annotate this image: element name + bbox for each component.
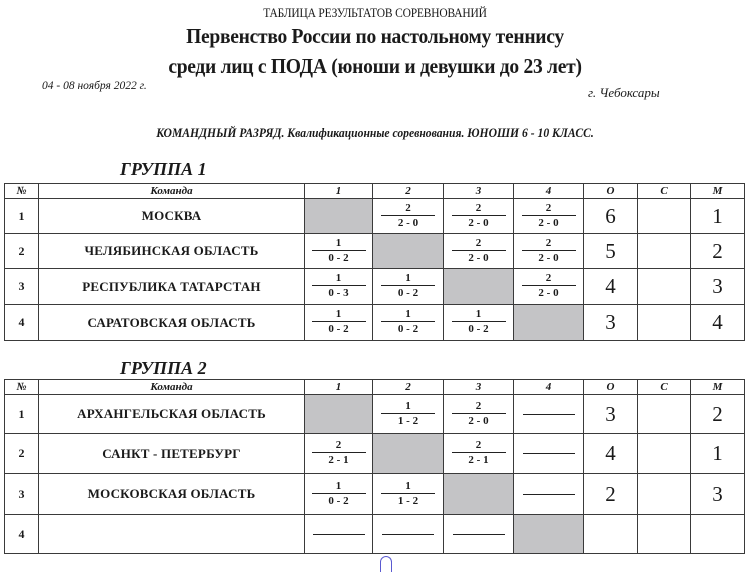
pen-mark: [380, 556, 392, 572]
team-name: МОСКОВСКАЯ ОБЛАСТЬ: [39, 474, 305, 515]
match-result: [381, 202, 435, 230]
column-header-c1: 1: [305, 184, 373, 199]
row-number: 4: [5, 305, 39, 341]
match-points: 1: [312, 237, 366, 251]
dash-line: [523, 453, 575, 454]
match-points: 2: [452, 400, 506, 414]
match-points: 2: [312, 439, 366, 453]
match-score: 0 - 2: [328, 251, 349, 264]
table-row: [5, 199, 745, 234]
column-header-place: М: [691, 184, 745, 199]
match-score: 1 - 2: [397, 494, 419, 507]
match-score: 2 - 1: [468, 454, 489, 466]
column-header-c2: 2: [373, 184, 444, 199]
group-2-table: [4, 379, 745, 554]
table-row: [5, 515, 745, 554]
no-match-cell: [514, 395, 584, 434]
match-result-cell: [514, 234, 584, 269]
table-row: [5, 395, 745, 434]
c-value: [638, 474, 691, 515]
place: 1: [691, 199, 745, 234]
total-points: 4: [584, 269, 638, 305]
total-points: 3: [584, 305, 638, 341]
document-title-line2: среди лиц с ПОДА (юноши и девушки до 23 лет): [168, 54, 582, 78]
event-date: 04 - 08 ноября 2022 г.: [42, 80, 147, 92]
match-result: [312, 439, 366, 467]
column-header-c2: 2: [373, 380, 444, 395]
match-result: [381, 400, 435, 428]
match-points: 1: [381, 400, 435, 414]
row-number: 4: [5, 515, 39, 554]
table-row: [5, 474, 745, 515]
row-number: 1: [5, 199, 39, 234]
place: 2: [691, 395, 745, 434]
place: 3: [691, 269, 745, 305]
dash-line: [523, 494, 575, 495]
column-header-c: С: [638, 184, 691, 199]
match-result-cell: [444, 434, 514, 474]
c-value: [638, 234, 691, 269]
match-result: [381, 308, 435, 336]
match-score: 0 - 2: [328, 323, 349, 335]
match-result: [312, 237, 366, 265]
total-points: 5: [584, 234, 638, 269]
match-result-cell: [444, 234, 514, 269]
match-result-cell: [373, 474, 444, 515]
column-header-c3: 3: [444, 184, 514, 199]
no-match-cell: [514, 434, 584, 474]
diagonal-cell: [444, 269, 514, 305]
match-score: 2 - 0: [468, 216, 489, 229]
match-score: 0 - 2: [328, 494, 349, 507]
match-points: 2: [522, 272, 576, 286]
match-points: 1: [312, 480, 366, 494]
table-row: [5, 434, 745, 474]
team-name: РЕСПУБЛИКА ТАТАРСТАН: [39, 269, 305, 305]
match-result-cell: [305, 434, 373, 474]
header-row: [5, 380, 745, 395]
column-header-c4: 4: [514, 184, 584, 199]
match-score: 0 - 2: [468, 323, 489, 335]
match-result-cell: [514, 199, 584, 234]
match-points: 1: [452, 308, 506, 322]
team-name: ЧЕЛЯБИНСКАЯ ОБЛАСТЬ: [39, 234, 305, 269]
total-points: 6: [584, 199, 638, 234]
column-header-num: №: [5, 380, 39, 395]
column-header-c: С: [638, 380, 691, 395]
row-number: 3: [5, 269, 39, 305]
match-score: 0 - 3: [328, 287, 349, 299]
match-points: 2: [381, 202, 435, 216]
c-value: [638, 434, 691, 474]
match-result: [381, 480, 435, 508]
no-match-cell: [514, 474, 584, 515]
c-value: [638, 305, 691, 341]
dash-line: [382, 534, 434, 535]
dash-line: [313, 534, 365, 535]
total-points: 3: [584, 395, 638, 434]
match-result: [312, 480, 366, 508]
row-number: 1: [5, 395, 39, 434]
match-result-cell: [373, 305, 444, 341]
diagonal-cell: [444, 474, 514, 515]
match-result-cell: [444, 199, 514, 234]
row-number: 2: [5, 234, 39, 269]
team-name: САРАТОВСКАЯ ОБЛАСТЬ: [39, 305, 305, 341]
match-score: 0 - 2: [397, 287, 419, 299]
diagonal-cell: [305, 199, 373, 234]
diagonal-cell: [373, 234, 444, 269]
column-header-team: Команда: [39, 380, 305, 395]
match-score: 2 - 0: [397, 216, 419, 229]
no-match-cell: [444, 515, 514, 554]
diagonal-cell: [514, 305, 584, 341]
match-result-cell: [305, 305, 373, 341]
competition-category: КОМАНДНЫЙ РАЗРЯД. Квалификационные соревнования. ЮНОШИ 6 - 10 КЛАСС.: [156, 126, 594, 140]
document-title-line1: Первенство России по настольному теннису: [186, 24, 564, 48]
match-score: 1 - 2: [397, 414, 419, 427]
total-points: 2: [584, 474, 638, 515]
c-value: [638, 515, 691, 554]
total-points: [584, 515, 638, 554]
c-value: [638, 395, 691, 434]
match-result-cell: [305, 234, 373, 269]
match-result: [312, 272, 366, 300]
match-points: 1: [381, 308, 435, 322]
match-result: [522, 237, 576, 265]
place: 2: [691, 234, 745, 269]
column-header-team: Команда: [39, 184, 305, 199]
event-city: г. Чебоксары: [588, 85, 660, 100]
table-row: [5, 305, 745, 341]
match-result-cell: [305, 474, 373, 515]
match-score: 2 - 0: [538, 287, 559, 299]
match-result-cell: [305, 269, 373, 305]
match-score: 2 - 0: [468, 251, 489, 264]
place: 1: [691, 434, 745, 474]
match-result-cell: [444, 395, 514, 434]
match-result: [312, 308, 366, 336]
place: 4: [691, 305, 745, 341]
column-header-c1: 1: [305, 380, 373, 395]
match-points: 1: [381, 272, 435, 286]
row-number: 2: [5, 434, 39, 474]
match-points: 1: [381, 480, 435, 494]
place: 3: [691, 474, 745, 515]
column-header-points: О: [584, 184, 638, 199]
match-result: [522, 272, 576, 300]
match-result-cell: [373, 199, 444, 234]
match-result-cell: [444, 305, 514, 341]
match-result: [522, 202, 576, 230]
document-subtitle: ТАБЛИЦА РЕЗУЛЬТАТОВ СОРЕВНОВАНИЙ: [263, 6, 487, 20]
match-result: [452, 439, 506, 467]
match-result: [452, 202, 506, 230]
team-name: САНКТ - ПЕТЕРБУРГ: [39, 434, 305, 474]
dash-line: [523, 414, 575, 415]
row-number: 3: [5, 474, 39, 515]
match-result-cell: [373, 395, 444, 434]
match-result-cell: [373, 269, 444, 305]
match-points: 2: [522, 202, 576, 216]
dash-line: [453, 534, 505, 535]
table-row: [5, 269, 745, 305]
match-score: 2 - 0: [538, 251, 559, 264]
match-result: [381, 272, 435, 300]
total-points: 4: [584, 434, 638, 474]
column-header-num: №: [5, 184, 39, 199]
column-header-place: М: [691, 380, 745, 395]
column-header-points: О: [584, 380, 638, 395]
match-points: 2: [452, 237, 506, 251]
c-value: [638, 269, 691, 305]
team-name: АРХАНГЕЛЬСКАЯ ОБЛАСТЬ: [39, 395, 305, 434]
match-score: 2 - 0: [468, 414, 489, 427]
match-points: 2: [522, 237, 576, 251]
diagonal-cell: [514, 515, 584, 554]
group-1-table: [4, 183, 745, 341]
team-name: [39, 515, 305, 554]
match-points: 2: [452, 202, 506, 216]
c-value: [638, 199, 691, 234]
place: [691, 515, 745, 554]
column-header-c3: 3: [444, 380, 514, 395]
diagonal-cell: [305, 395, 373, 434]
match-score: 0 - 2: [397, 323, 419, 335]
diagonal-cell: [373, 434, 444, 474]
header-row: [5, 184, 745, 199]
match-points: 1: [312, 308, 366, 322]
match-points: 1: [312, 272, 366, 286]
match-result: [452, 308, 506, 336]
match-result-cell: [514, 269, 584, 305]
group-2-title: ГРУППА 2: [120, 358, 207, 378]
no-match-cell: [305, 515, 373, 554]
match-result: [452, 400, 506, 428]
match-score: 2 - 1: [328, 454, 349, 466]
no-match-cell: [373, 515, 444, 554]
group-1-title: ГРУППА 1: [120, 159, 207, 179]
match-score: 2 - 0: [538, 216, 559, 229]
match-points: 2: [452, 439, 506, 453]
match-result: [452, 237, 506, 265]
column-header-c4: 4: [514, 380, 584, 395]
table-row: [5, 234, 745, 269]
team-name: МОСКВА: [39, 199, 305, 234]
